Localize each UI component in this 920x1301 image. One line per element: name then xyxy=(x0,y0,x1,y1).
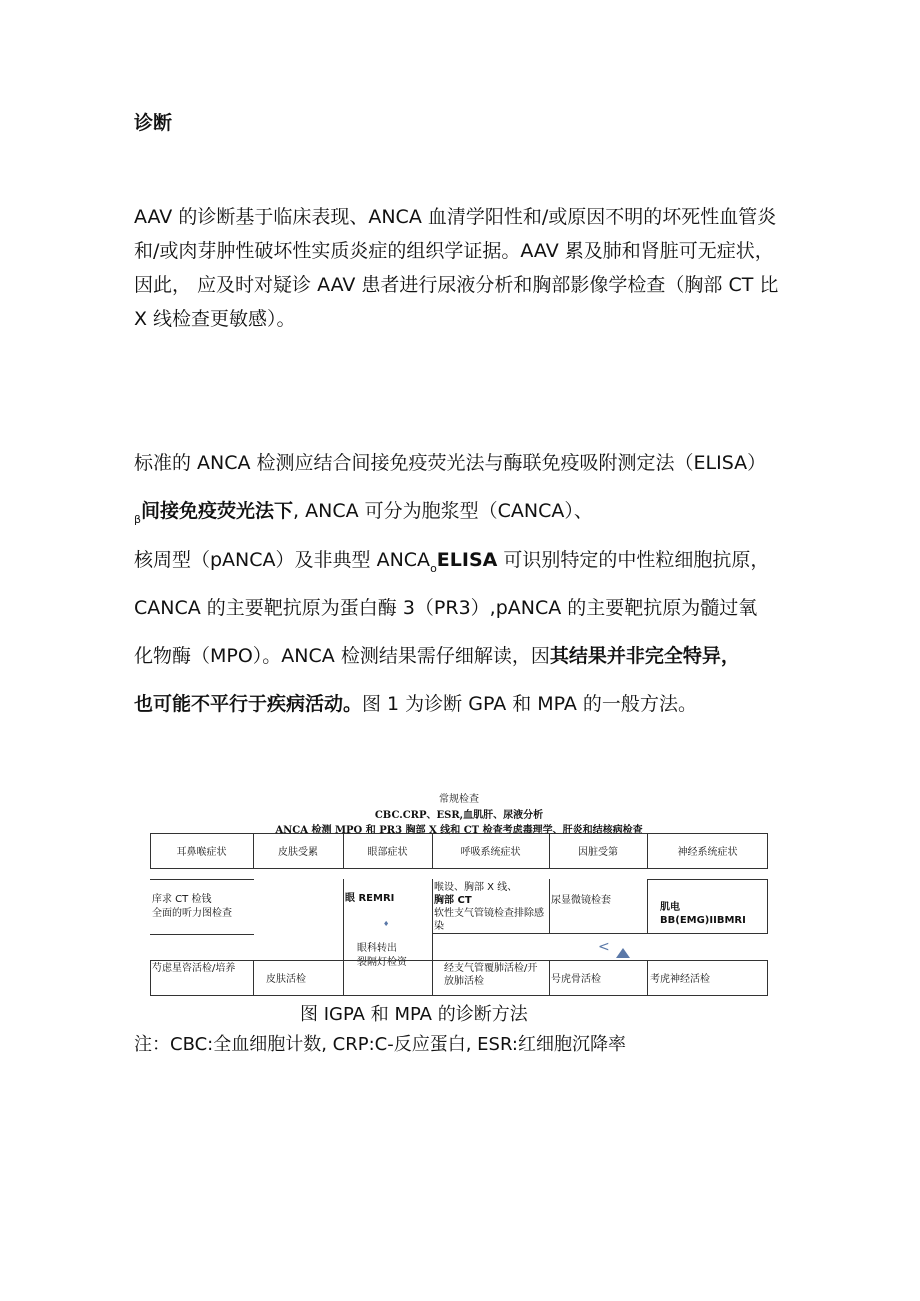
neuro-emg: 肌电 BB(EMG)IIBMRI xyxy=(660,902,746,926)
bold-not-specific: 其结果并非完全特异， xyxy=(549,645,740,667)
fig-divider xyxy=(647,960,648,996)
figure-note: 注：CBC:全血细胞计数, CRP:C-反应蛋白, ESR:红细胞沉降率 xyxy=(134,1034,626,1055)
para2-line3-a: 核周型（pANCA）及非典型 ANCA xyxy=(134,549,431,571)
resp-line1: 喉设、胸部 X 线、 xyxy=(434,882,518,893)
para2-line6 xyxy=(134,689,697,716)
resp-line4: 染 xyxy=(434,921,444,932)
para2-line1: 标准的 ANCA 检测应结合间接免疫荧光法与酶联免疫吸附测定法（ELISA） xyxy=(134,452,767,474)
fig-header-neuro: 神经系统症状 xyxy=(677,847,738,858)
para2-line5-a: 化物酶（MPO）。ANCA 检测结果需仔细解读，因 xyxy=(134,645,550,667)
fig-divider xyxy=(647,879,648,933)
fig-divider xyxy=(549,879,550,933)
eye-referral: 眼科转出 xyxy=(357,943,397,954)
fig-divider xyxy=(150,879,254,880)
para2-line4: CANCA 的主要靶抗原为蛋白酶 3（PR3）,pANCA 的主要靶抗原为髓过氧 xyxy=(134,597,758,619)
ent-audiogram: 全面的听力图检查 xyxy=(152,908,232,919)
fig-top-line2: CBC.CRP、ESR,血肌肝、尿液分析 xyxy=(374,810,544,821)
paragraph-diagnosis: AAV 的诊断基于临床表现、ANCA 血清学阳性和/或原因不明的坏死性血管炎和/或肉芽肿性破坏性实质炎症的组织学证据。AAV 累及肺和肾脏可无症状， 因此， 应及时对疑诊 AAV 患者进行尿液分析和胸部影像学检查（胸部 CT 比 X 线检查更敏感）。 xyxy=(134,206,779,330)
diamond-icon: ♦ xyxy=(383,920,390,928)
biopsy-kidney: 号虎骨活检 xyxy=(551,974,601,985)
biopsy-resp-line1: 经支气管覆肺活检/开 xyxy=(444,963,538,974)
subscript-o: o xyxy=(430,562,437,575)
fig-header-ent: 耳鼻喉症状 xyxy=(176,847,227,858)
para2-line2 xyxy=(134,496,593,526)
resp-line3: 软性支气管镜检查排除感 xyxy=(434,908,544,919)
eye-mri: 眼 REMRI xyxy=(345,893,395,904)
para2-line6-rest: 图 1 为诊断 GPA 和 MPA 的一般方法。 xyxy=(362,693,697,715)
bold-phrase-iif: 间接免疫荧光法下 xyxy=(141,500,294,522)
fig-divider xyxy=(343,960,344,996)
eye-slit-lamp: 裂隔灯检资 xyxy=(357,957,407,968)
section-heading: 诊断 xyxy=(134,112,173,134)
fig-divider xyxy=(549,960,550,996)
subscript-beta: β xyxy=(134,513,142,526)
fig-top-line3: ANCA 检测 MPO 和 PR3 胸部 X 线和 CT 检查考虑毒理学、肝炎和结核病检查 xyxy=(275,825,643,836)
para2-line3 xyxy=(134,545,770,575)
kidney-urine: 尿显微镜检套 xyxy=(551,895,611,906)
bold-elisa: ELISA xyxy=(436,549,498,571)
bold-not-parallel: 也可能不平行于疾病活动。 xyxy=(134,693,363,715)
para2-line2-rest: , ANCA 可分为胞浆型（CANCA）、 xyxy=(293,500,593,522)
fig-top-line1: 常规检查 xyxy=(439,794,479,805)
arrow-icon: < xyxy=(598,939,610,955)
fig-divider xyxy=(647,879,768,880)
biopsy-neuro: 考虎神经活检 xyxy=(650,974,710,985)
resp-line2: 胸部 CT xyxy=(434,895,472,906)
fig-header-eye: 眼部症状 xyxy=(367,847,408,858)
biopsy-resp-line2: 放肺活检 xyxy=(444,976,484,987)
fig-divider xyxy=(432,960,433,996)
fig-divider xyxy=(253,960,254,996)
diagnosis-flowchart xyxy=(150,790,768,1000)
fig-divider xyxy=(432,933,768,934)
figure-caption: 图 IGPA 和 MPA 的诊断方法 xyxy=(300,1004,528,1025)
fig-header-kidney: 因脏受第 xyxy=(578,847,618,858)
biopsy-skin: 皮肤活检 xyxy=(266,974,306,985)
fig-header-resp: 呼吸系统症状 xyxy=(460,847,521,858)
para2-line3-rest: 可识别特定的中性粒细胞抗原， xyxy=(497,549,770,571)
ent-ct: 庠求 CT 检钱 xyxy=(152,894,212,905)
para2-line5 xyxy=(134,641,740,668)
fig-divider xyxy=(150,934,254,935)
fig-header-skin: 皮肤受累 xyxy=(278,847,318,858)
biopsy-ent: 芍虑星咨活检/培养 xyxy=(152,963,236,974)
triangle-icon xyxy=(616,948,630,958)
